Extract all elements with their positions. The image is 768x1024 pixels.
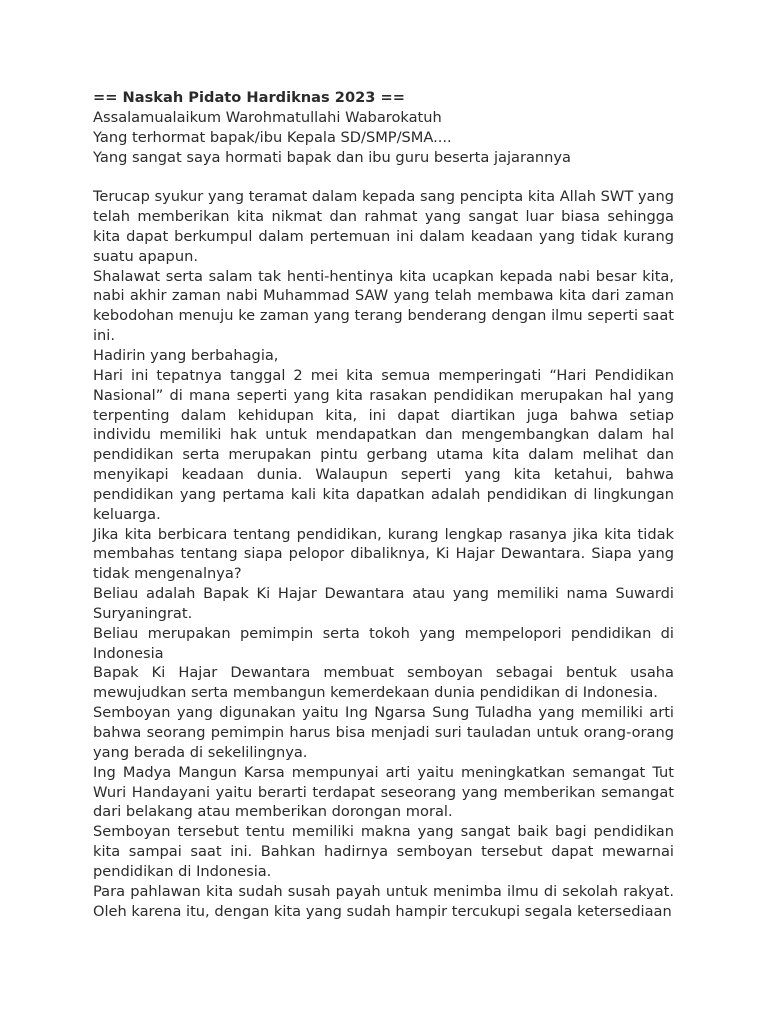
document-page <box>93 88 674 921</box>
paragraph: Semboyan tersebut tentu memiliki makna yang sangat baik bagi pendidikan kita sampai saat ini. Bahkan hadirnya semboyan tersebut dapat mewarnai pendidikan di Indonesia. <box>93 823 674 880</box>
paragraph: Bapak Ki Hajar Dewantara membuat semboyan sebagai bentuk usaha mewujudkan serta membangun kemerdekaan dunia pendidikan di Indonesia. <box>93 664 674 702</box>
greeting-line: Yang terhormat bapak/ibu Kepala SD/SMP/SMA.... <box>93 128 452 146</box>
greeting-line: Yang sangat saya hormati bapak dan ibu guru beserta jajarannya <box>93 148 571 166</box>
paragraph: Beliau merupakan pemimpin serta tokoh yang mempelopori pendidikan di Indonesia <box>93 624 674 662</box>
paragraph-gap <box>93 167 674 187</box>
paragraph: Semboyan yang digunakan yaitu Ing Ngarsa Sung Tuladha yang memiliki arti bahwa seorang pemimpin harus bisa menjadi suri tauladan untuk orang-orang yang berada di sekelilingnya. <box>93 704 674 761</box>
document-title: == Naskah Pidato Hardiknas 2023 == <box>93 89 405 106</box>
paragraph: Para pahlawan kita sudah susah payah untuk menimba ilmu di sekolah rakyat. Oleh karena itu, dengan kita yang sudah hampir tercukupi segala ketersediaan <box>93 882 674 920</box>
paragraph: Jika kita berbicara tentang pendidikan, kurang lengkap rasanya jika kita tidak membahas tentang siapa pelopor dibaliknya, Ki Hajar Dewantara. Siapa yang tidak mengenalnya? <box>93 525 674 583</box>
paragraph: Shalawat serta salam tak henti-hentinya kita ucapkan kepada nabi besar kita, nabi akhir zaman nabi Muhammad SAW yang telah membawa kita dari zaman kebodohan menuju ke zaman yang terang benderang dengan ilmu seperti saat ini. <box>93 267 674 345</box>
paragraph: Ing Madya Mangun Karsa mempunyai arti yaitu meningkatkan semangat Tut Wuri Handayani yaitu berarti terdapat seseorang yang memberikan semangat dari belakang atau memberikan dorongan moral. <box>93 763 674 821</box>
paragraph: Terucap syukur yang teramat dalam kepada sang pencipta kita Allah SWT yang telah memberikan kita nikmat dan rahmat yang sangat luar biasa sehingga kita dapat berkumpul dalam pertemuan ini dalam keadaan yang tidak kurang suatu apapun. <box>93 188 674 265</box>
paragraph: Hari ini tepatnya tanggal 2 mei kita semua memperingati “Hari Pendidikan Nasional” di mana seperti yang kita rasakan pendidikan merupakan hal yang terpenting dalam kehidupan kita, ini dapat diartikan juga bahwa setiap individu memiliki hak untuk mendapatkan dan mengembangkan dalam hal pendidikan serta merupakan pintu gerbang utama kita dalam melihat dan menyikapi keadaan dunia. Walaupun seperti yang kita ketahui, bahwa pendidikan yang pertama kali kita dapatkan adalah pendidikan di lingkungan keluarga. <box>93 366 674 523</box>
paragraph: Hadirin yang berbahagia, <box>93 346 279 364</box>
paragraph: Beliau adalah Bapak Ki Hajar Dewantara atau yang memiliki nama Suwardi Suryaningrat. <box>93 585 674 622</box>
greeting-line: Assalamualaikum Warohmatullahi Wabarokatuh <box>93 108 442 126</box>
